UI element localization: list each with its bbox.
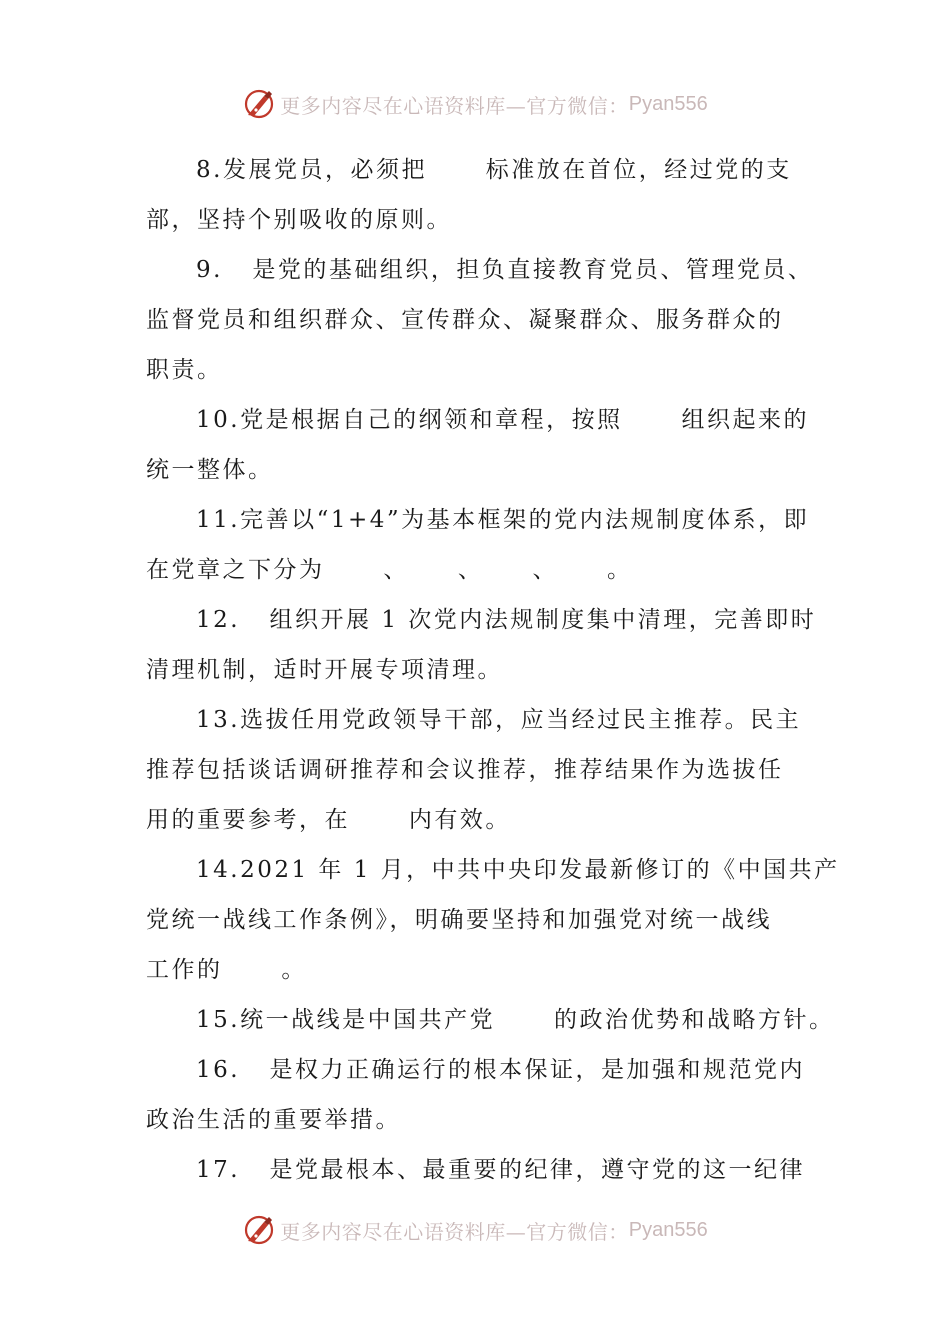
text-line: 14.2021 年 1 月，中共中央印发最新修订的《中国共产 (196, 857, 840, 883)
text-line: 17. 是党最根本、最重要的纪律，遵守党的这一纪律 (196, 1157, 806, 1183)
text-line: 政治生活的重要举措。 (146, 1107, 401, 1133)
pen-nib-logo-icon (242, 87, 276, 121)
text-line: 部，坚持个别吸收的原则。 (146, 207, 452, 233)
banner-text: 更多内容尽在心语资料库—官方微信： (280, 93, 629, 118)
text-line: 在党章之下分为 、 、 、 。 (146, 557, 633, 583)
text-line: 12. 组织开展 1 次党内法规制度集中清理，完善即时 (196, 607, 817, 633)
footer-banner (0, 1210, 950, 1250)
text-line: 10.党是根据自己的纲领和章程，按照 组织起来的 (196, 407, 809, 433)
text-line: 用的重要参考，在 内有效。 (146, 807, 511, 833)
text-line: 13.选拔任用党政领导干部，应当经过民主推荐。民主 (196, 707, 802, 733)
banner-wechat-id: Pyan556 (628, 92, 708, 115)
text-line: 16. 是权力正确运行的根本保证，是加强和规范党内 (196, 1057, 806, 1083)
text-line: 统一整体。 (146, 457, 274, 483)
text-line: 党统一战线工作条例》，明确要坚持和加强党对统一战线 (146, 907, 772, 933)
pen-nib-logo-icon (242, 1213, 276, 1247)
text-line: 9. 是党的基础组织，担负直接教育党员、管理党员、 (196, 257, 814, 283)
header-banner (0, 84, 950, 124)
text-line: 15.统一战线是中国共产党 的政治优势和战略方针。 (196, 1007, 835, 1033)
banner-text: 更多内容尽在心语资料库—官方微信： (280, 1219, 629, 1244)
text-line: 工作的 。 (146, 957, 307, 983)
text-line: 11.完善以“1+4”为基本框架的党内法规制度体系，即 (196, 507, 810, 533)
text-line: 清理机制，适时开展专项清理。 (146, 657, 503, 683)
text-line: 8.发展党员，必须把 标准放在首位，经过党的支 (196, 157, 792, 183)
text-line: 职责。 (146, 357, 223, 383)
text-line: 监督党员和组织群众、宣传群众、凝聚群众、服务群众的 (146, 307, 784, 333)
text-line: 推荐包括谈话调研推荐和会议推荐，推荐结果作为选拔任 (146, 757, 784, 783)
banner-wechat-id: Pyan556 (628, 1218, 708, 1241)
